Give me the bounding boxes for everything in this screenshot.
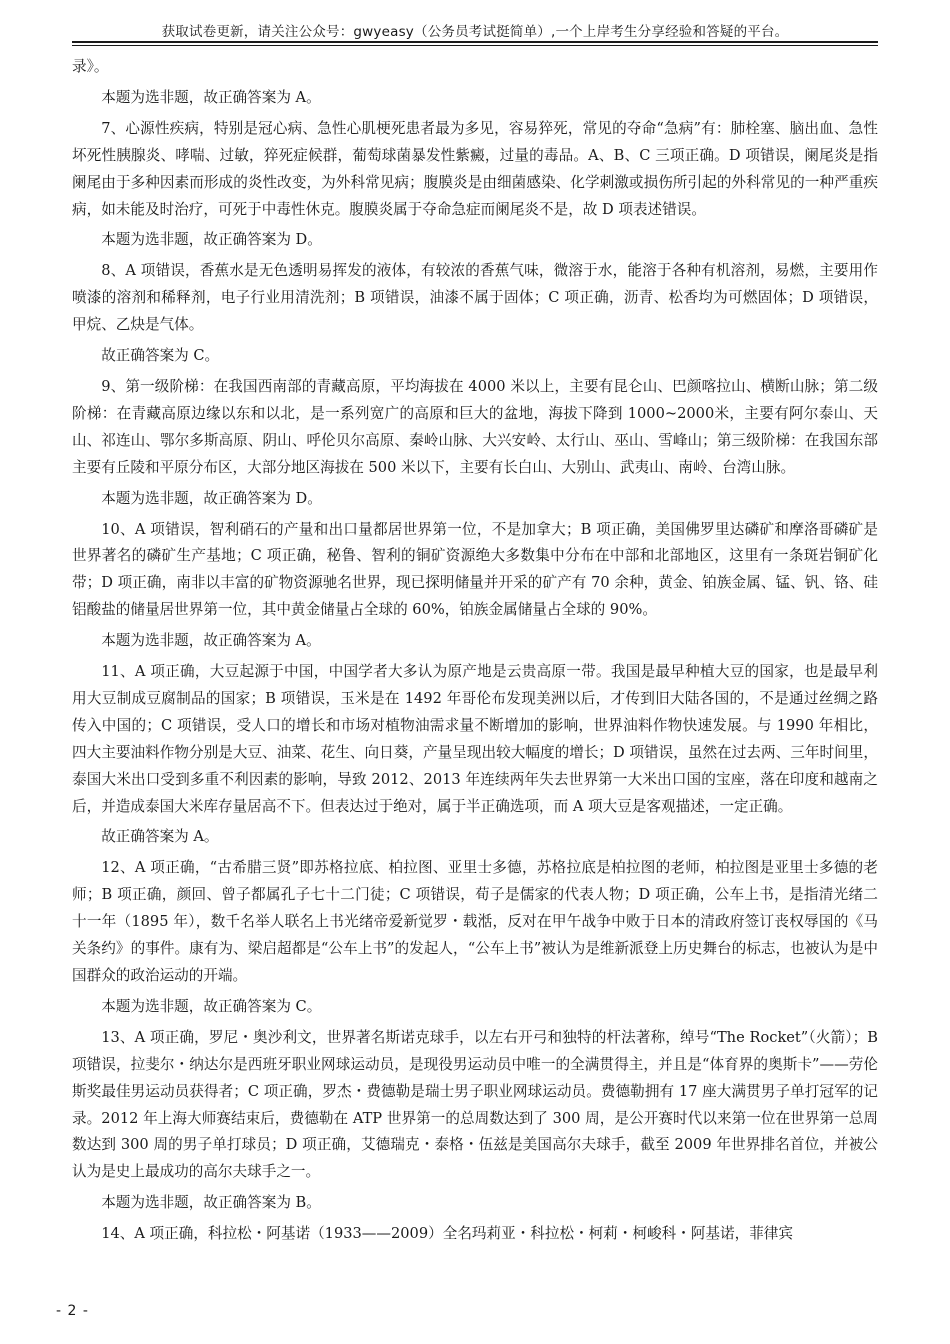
paragraph-text: 本题为选非题，故正确答案为 C。: [101, 997, 322, 1015]
question-number: 11、: [101, 663, 135, 681]
answer-explanation-paragraph: [72, 116, 878, 224]
paragraph-text: A 项正确，罗尼・奥沙利文，世界著名斯诺克球手，以左右开弓和独特的杆法著称，绰号“The Rocket”（火箭）；B 项错误，拉斐尔・纳达尔是西班牙职业网球运动员，是现役男运动员中唯一的全满贯得主，并且是“体育界的奥斯卡”——劳伦斯奖最佳男运动员获得者；C 项正确，罗杰・费德勒是瑞士男子职业网球运动员。费德勒拥有 17 座大满贯男子单打冠军的记录。2012 年上海大师赛结束后，费德勒在 ATP 世界第一的总周数达到了 300 周，是公开赛时代以来第一位在世界第一总周数达到 300 周的男子单打球员；D 项正确，艾德瑞克・泰格・伍兹是美国高尔夫球手，截至 2009 年世界排名首位，并被公认为是史上最成功的高尔夫球手之一。: [72, 1028, 878, 1181]
answer-line-paragraph: [72, 994, 878, 1021]
paragraph-text: 本题为选非题，故正确答案为 D。: [101, 231, 322, 249]
answer-line-paragraph: [72, 343, 878, 370]
paragraph-text: 本题为选非题，故正确答案为 D。: [101, 489, 322, 507]
paragraph-text: 本题为选非题，故正确答案为 A。: [101, 632, 321, 650]
question-number: 7、: [101, 119, 126, 137]
header-rule-thin: [72, 45, 878, 46]
answer-line-paragraph: [72, 227, 878, 254]
answer-explanation-paragraph: [72, 258, 878, 339]
question-number: 13、: [101, 1028, 135, 1046]
header-rule: [72, 41, 878, 43]
paragraph-text: A 项错误，智利硝石的产量和出口量都居世界第一位，不是加拿大；B 项正确，美国佛罗里达磷矿和摩洛哥磷矿是世界著名的磷矿生产基地；C 项正确，秘鲁、智利的铜矿资源绝大多数集中分布在中部和北部地区，这里有一条斑岩铜矿化带；D 项正确，南非以丰富的矿物资源驰名世界，现已探明储量并开采的矿产有 70 余种，黄金、铂族金属、锰、钒、铬、硅铝酸盐的储量居世界第一位，其中黄金储量占全球的 60%，铂族金属储量占全球的 90%。: [72, 520, 878, 619]
paragraph-text: 本题为选非题，故正确答案为 A。: [101, 88, 321, 106]
answer-line-paragraph: [72, 1190, 878, 1217]
question-number: 10、: [101, 520, 135, 538]
paragraph-text: 本题为选非题，故正确答案为 B。: [101, 1194, 321, 1212]
paragraph-text: A 项正确，科拉松・阿基诺（1933——2009）全名玛莉亚・科拉松・柯莉・柯峻科・阿基诺，菲律宾: [134, 1225, 793, 1243]
paragraph-text: A 项错误，香蕉水是无色透明易挥发的液体，有较浓的香蕉气味，微溶于水，能溶于各种有机溶剂，易燃，主要用作喷漆的溶剂和稀释剂，电子行业用清洗剂；B 项错误，油漆不属于固体；C 项正确，沥青、松香均为可燃固体；D 项错误，甲烷、乙炔是气体。: [72, 262, 878, 334]
page-number: - 2 -: [56, 1303, 89, 1319]
answer-line-paragraph: [72, 486, 878, 513]
paragraph-text: 第一级阶梯：在我国西南部的青藏高原，平均海拔在 4000 米以上，主要有昆仑山、巴颜喀拉山、横断山脉；第二级阶梯：在青藏高原边缘以东和以北，是一系列宽广的高原和巨大的盆地，海拔下降到 1000~2000米，主要有阿尔泰山、天山、祁连山、鄂尔多斯高原、阴山、呼伦贝尔高原、秦岭山脉、大兴安岭、太行山、巫山、雪峰山；第三级阶梯：在我国东部主要有丘陵和平原分布区，大部分地区海拔在 500 米以下，主要有长白山、大别山、武夷山、南岭、台湾山脉。: [72, 377, 878, 476]
paragraph-text: 故正确答案为 A。: [101, 828, 219, 846]
answer-explanation-paragraph: [72, 374, 878, 482]
paragraph-text: 心源性疾病，特别是冠心病、急性心肌梗死患者最为多见，容易猝死，常见的夺命“急病”有：肺栓塞、脑出血、急性坏死性胰腺炎、哮喘、过敏，猝死症候群，葡萄球菌暴发性紫癜，过量的毒品。A、B、C 三项正确。D 项错误，阑尾炎是指阑尾由于多种因素而形成的炎性改变，为外科常见病；腹膜炎是由细菌感染、化学刺激或损伤所引起的外科常见的一种严重疾病，如未能及时治疗，可死于中毒性休克。腹膜炎属于夺命急症而阑尾炎不是，故 D 项表述错误。: [72, 119, 878, 218]
question-number: 9、: [101, 377, 126, 395]
page-header: 获取试卷更新，请关注公众号：gwyeasy（公务员考试挺简单）,一个上岸考生分享经验和答疑的平台。: [161, 24, 789, 40]
answer-explanation-paragraph: [72, 659, 878, 820]
answer-explanation-paragraph: [72, 517, 878, 625]
answer-line-paragraph: [72, 628, 878, 655]
question-number: 8、: [101, 262, 126, 280]
paragraph-text: 故正确答案为 C。: [101, 347, 220, 365]
answer-explanation-paragraph: [72, 855, 878, 990]
question-number: 14、: [101, 1225, 135, 1243]
answer-line-paragraph: [72, 824, 878, 851]
answer-explanation-paragraph: [72, 1025, 878, 1186]
question-number: 12、: [101, 859, 135, 877]
answer-line-paragraph: [72, 85, 878, 112]
paragraph-text: 录》。: [72, 58, 109, 75]
paragraph-text: A 项正确，大豆起源于中国，中国学者大多认为原产地是云贵高原一带。我国是最早种植大豆的国家，也是最早利用大豆制成豆腐制品的国家；B 项错误，玉米是在 1492 年哥伦布发现美洲以后，才传到旧大陆各国的，不是通过丝绸之路传入中国的；C 项错误，受人口的增长和市场对植物油需求量不断增加的影响，世界油料作物快速发展。与 1990 年相比，四大主要油料作物分别是大豆、油菜、花生、向日葵，产量呈现出较大幅度的增长；D 项错误，虽然在过去两、三年时间里，泰国大米出口受到多重不利因素的影响，导致 2012、2013 年连续两年失去世界第一大米出口国的宝座，落在印度和越南之后，并造成泰国大米库存量居高不下。但表达过于绝对，属于半正确选项，而 A 项大豆是客观描述，一定正确。: [72, 663, 879, 815]
answer-line-paragraph: [72, 54, 878, 81]
paragraph-text: A 项正确，“古希腊三贤”即苏格拉底、柏拉图、亚里士多德，苏格拉底是柏拉图的老师，柏拉图是亚里士多德的老师；B 项正确，颜回、曾子都属孔子七十二门徒；C 项错误，荀子是儒家的代表人物；D 项正确，公车上书，是指清光绪二十一年（1895 年），数千名举人联名上书光绪帝爱新觉罗・载湉，反对在甲午战争中败于日本的清政府签订丧权辱国的《马关条约》的事件。康有为、梁启超都是“公车上书”的发起人，“公车上书”被认为是维新派登上历史舞台的标志，也被认为是中国群众的政治运动的开端。: [72, 859, 878, 984]
answer-explanation-paragraph: [72, 1221, 878, 1248]
document-body: [72, 54, 878, 1252]
